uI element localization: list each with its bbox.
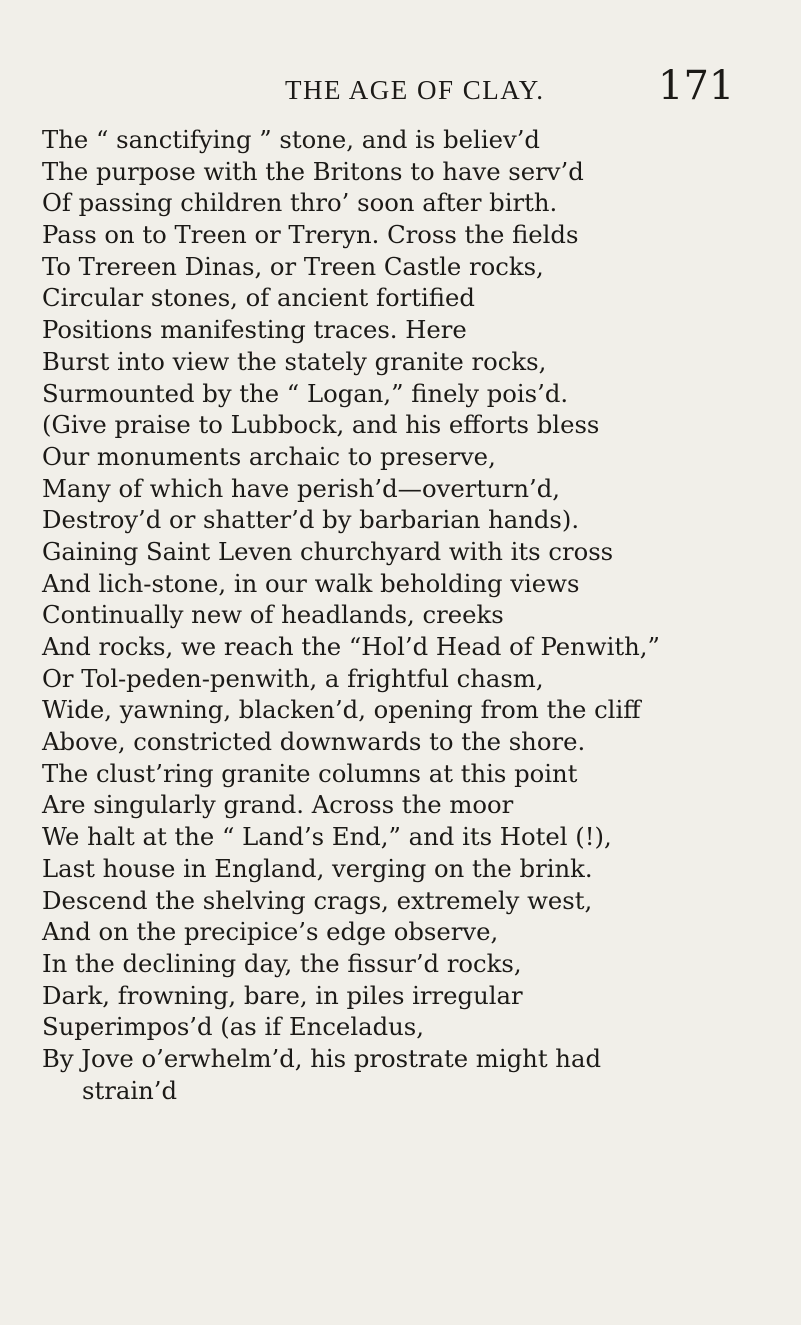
poem-line: And on the precipice’s edge observe, [42, 917, 499, 947]
poem-line: The purpose with the Britons to have serv’d [42, 156, 584, 186]
poem-line: Destroy’d or shatter’d by barbarian hands). [42, 505, 580, 535]
page-number: 171 [658, 63, 735, 109]
poem-line: Descend the shelving crags, extremely west, [42, 885, 593, 915]
poem-line: By Jove o’erwhelm’d, his prostrate might had [42, 1043, 601, 1073]
poem-line: Pass on to Treen or Treryn. Cross the fields [42, 220, 579, 250]
poem-line: The “ sanctifying ” stone, and is believ’d [42, 125, 540, 154]
poem-line: Continually new of headlands, creeks [42, 600, 504, 630]
poem-line: To Trereen Dinas, or Treen Castle rocks, [42, 251, 544, 281]
poem-line: (Give praise to Lubbock, and his efforts bless [42, 410, 600, 440]
poem-line: Our monuments archaic to preserve, [42, 441, 496, 471]
poem-line: Or Tol-peden-penwith, a frightful chasm, [42, 663, 544, 693]
poem-line: Of passing children thro’ soon after birth. [42, 188, 558, 218]
poem-line: Surmounted by the “ Logan,” finely pois’d. [42, 378, 569, 408]
poem-line: Superimpos’d (as if Enceladus, [42, 1012, 424, 1042]
poem-line: And rocks, we reach the “Hol’d Head of Penwith,” [42, 632, 660, 661]
poem-line: Many of which have perish’d—overturn’d, [42, 473, 560, 503]
poem-line: Last house in England, verging on the brink. [42, 853, 593, 883]
poem-line: Dark, frowning, bare, in piles irregular [42, 980, 523, 1010]
poem-line: We halt at the “ Land’s End,” and its Hotel (!), [42, 822, 612, 852]
poem-line: And lich-stone, in our walk beholding views [42, 568, 580, 598]
poem-line-turnover: strain’d [82, 1075, 178, 1105]
running-title: THE AGE OF CLAY. [285, 75, 545, 105]
poem-text [42, 124, 782, 1106]
poem-line: Are singularly grand. Across the moor [42, 790, 514, 820]
poem-line: Above, constricted downwards to the shore. [42, 727, 586, 757]
poem-line: Positions manifesting traces. Here [42, 315, 467, 345]
poem-line: Wide, yawning, blacken’d, opening from the cliff [42, 695, 641, 725]
poem-line: Circular stones, of ancient fortified [42, 283, 475, 313]
poem-line: In the declining day, the fissur’d rocks, [42, 948, 522, 978]
poem-line: The clust’ring granite columns at this point [42, 758, 578, 788]
poem-line: Burst into view the stately granite rocks, [42, 346, 547, 376]
poem-line: Gaining Saint Leven churchyard with its cross [42, 536, 614, 566]
